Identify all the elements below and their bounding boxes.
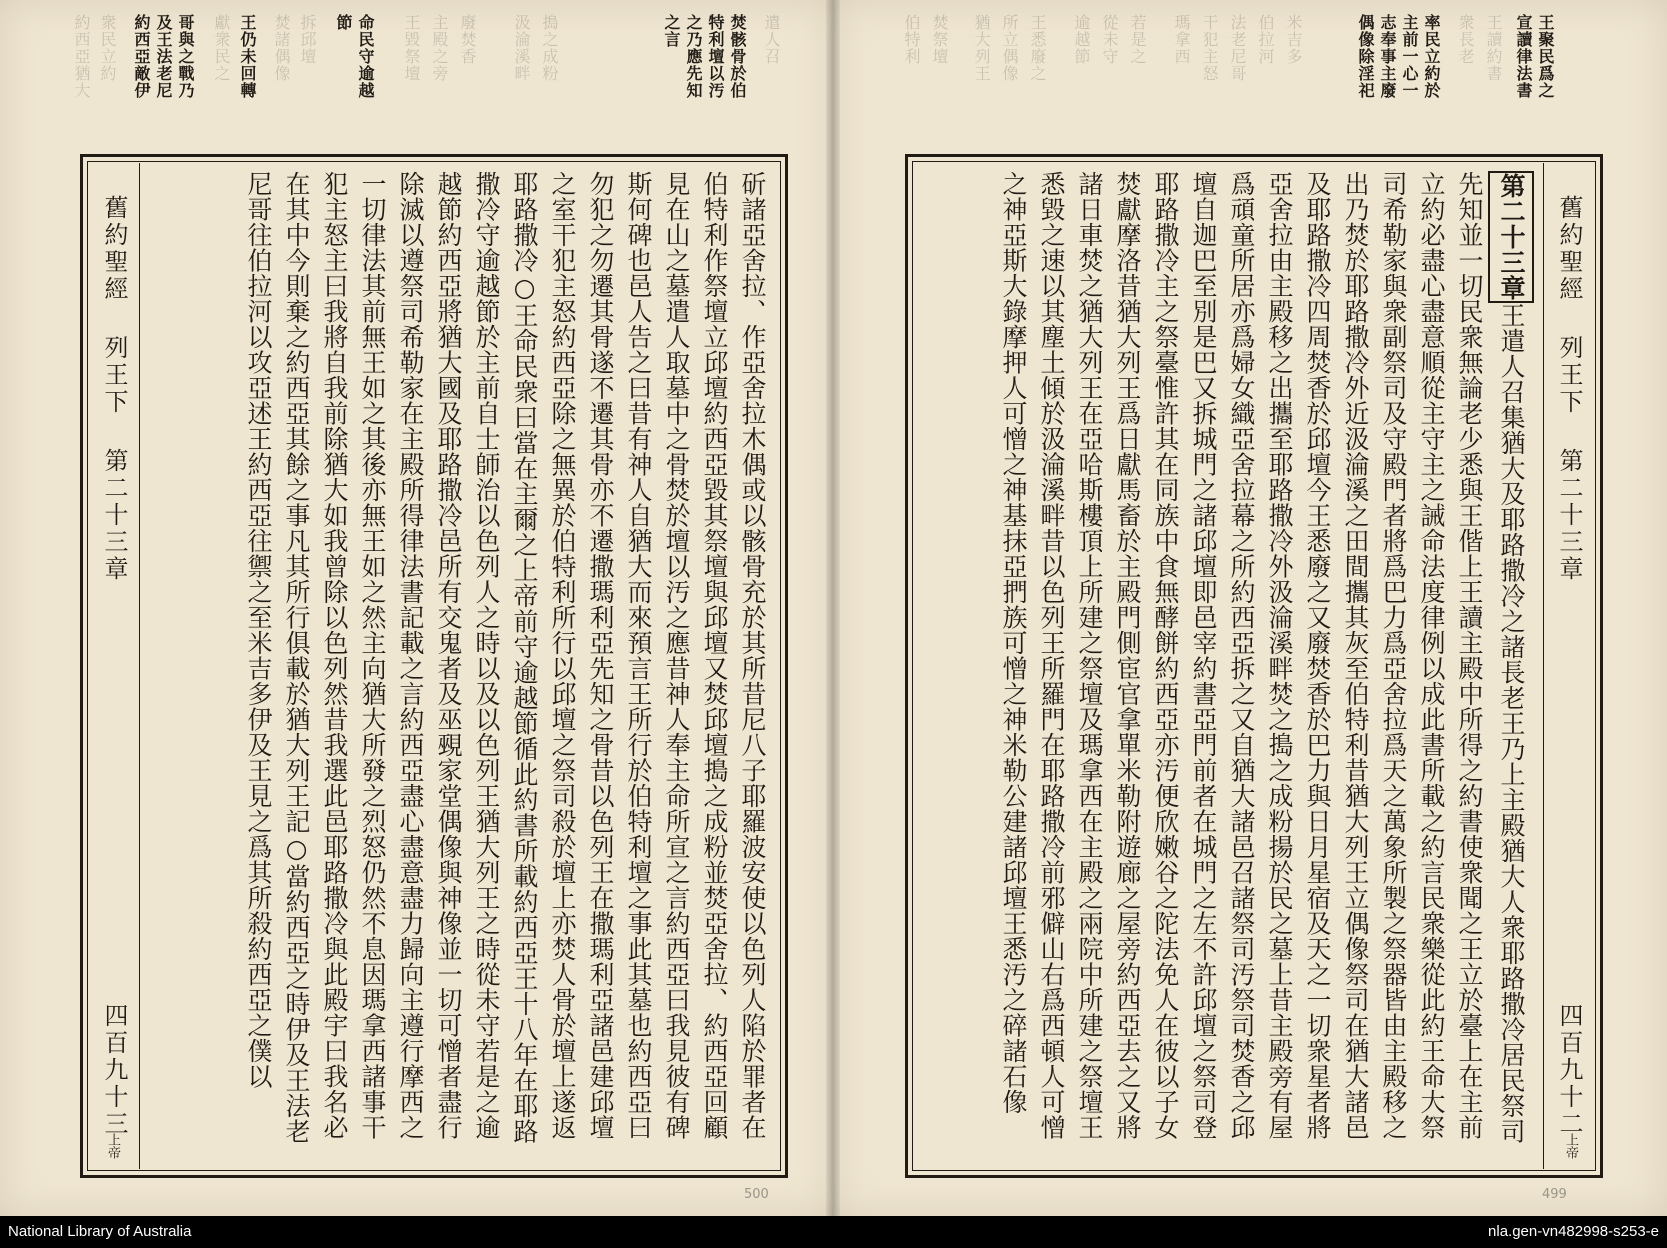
- pencil-page-number: 499: [1542, 1187, 1567, 1202]
- header-note: 偶像除淫祀: [1356, 14, 1375, 99]
- header-note: 約西亞敵伊: [132, 14, 151, 99]
- bleed-through-text: 王毀祭壇: [402, 14, 421, 82]
- bleed-through-text: 伯拉河: [1256, 14, 1275, 65]
- header-note: 王聚民爲之: [1536, 14, 1555, 99]
- bleed-through-text: 約西亞猶大: [72, 14, 91, 99]
- bleed-through-text: 從未守: [1100, 14, 1119, 65]
- running-book: 列王下: [100, 334, 128, 416]
- header-note: 特利壇以汚: [706, 14, 725, 99]
- body-paragraph: [994, 171, 1534, 1161]
- bleed-through-text: 干犯主怒: [1200, 14, 1219, 82]
- right-running-head: [1544, 157, 1594, 1175]
- bleed-through-text: 搗之成粉: [540, 14, 559, 82]
- pencil-page-number: 500: [744, 1187, 769, 1202]
- bleed-through-text: 廢焚香: [458, 14, 477, 65]
- bleed-through-text: 焚諸偶像: [272, 14, 291, 82]
- right-header-notes: [900, 14, 1560, 140]
- bleed-through-text: 拆邱壇: [298, 14, 317, 65]
- header-note: 主前一心一: [1400, 14, 1419, 99]
- header-note: 率民立約於: [1422, 14, 1441, 99]
- page-number: 四百九十二: [1555, 1002, 1583, 1138]
- bleed-through-text: 若是之: [1128, 14, 1147, 65]
- running-head-rule: [139, 163, 140, 1169]
- bleed-through-text: 遣人召: [762, 14, 781, 65]
- bleed-through-text: 法老尼哥: [1228, 14, 1247, 82]
- bleed-through-text: 獻衆民之: [212, 14, 231, 82]
- running-head-rule: [1543, 163, 1544, 1169]
- bleed-through-text: 衆長老: [1456, 14, 1475, 65]
- header-note: 命民守逾越: [356, 14, 375, 99]
- bleed-through-text: 米吉多: [1284, 14, 1303, 65]
- bleed-through-text: 焚祭壇: [930, 14, 949, 65]
- paragraph-text: 王遣人召集猶大及耶路撒冷之諸長老王乃上主殿猶大人衆耶路撒冷居民祭司先知並一切民衆無論老少悉與王偕上王讀主殿中所得之約書使衆聞之王立於臺上在主前立約必盡心盡意順從主守主之誡命法度律例以成此書所載之約言民衆樂從此約王命大祭司希勒家與衆副祭司及守殿門者將爲巴力爲亞舍拉爲天之萬象所製之祭器皆由主殿移之出乃焚於耶路撒冷外近汲淪溪之田間攜其灰至伯特利昔猶大列王立偶像祭司在猶大諸邑及耶路撒冷四周焚香於邱壇今王悉廢之又廢焚香於巴力與日月星宿及天之一切衆星者將亞舍拉由主殿移之出攜至耶路撒冷外汲淪溪畔焚之搗之成粉揚於民之墓上昔主殿旁有屋爲頑童所居亦爲婦女織亞舍拉幕之所約西亞拆之又自猶大諸邑召諸祭司汚祭司焚香之邱壇自迦巴至別是巴又拆城門之諸邱壇即邑宰約書亞門前者在城門之左不許邱壇之祭司登耶路撒冷主之祭臺惟許其在同族中食無酵餅約西亞亦汚便欣嫩谷之陀法免人在彼以子女焚獻摩洛昔猶大列王爲日獻馬畜於主殿門側宦官拿單米勒附遊廊之屋旁約西亞去之又將諸日車焚之猶大列王在亞哈斯樓頂上所建之祭壇及瑪拿西在主殿之兩院中所建之祭壇王悉毀之速以其塵土傾於汲淪溪畔昔以色列王所羅門在耶路撒冷前邪僻山右爲西頓人可憎之神亞斯大錄摩押人可憎之神基抹亞捫族可憎之神米勒公建諸邱壇王悉汚之碎諸石像: [999, 171, 1526, 1144]
- header-note: 之乃應先知: [684, 14, 703, 99]
- library-footer: [0, 1216, 1667, 1248]
- running-chapter: 第二十三章: [100, 447, 128, 583]
- left-text-frame: [80, 154, 788, 1178]
- bleed-through-text: 汲淪溪畔: [512, 14, 531, 82]
- bleed-through-text: 伯特利: [902, 14, 921, 65]
- header-note: 哥與之戰乃: [176, 14, 195, 99]
- book-gutter: [826, 0, 840, 1216]
- running-title: 舊約聖經: [100, 194, 128, 303]
- running-chapter: 第二十三章: [1555, 447, 1583, 583]
- bleed-through-text: 所立偶像: [1000, 14, 1019, 82]
- item-identifier: nla.gen-vn482998-s253-e: [1488, 1223, 1659, 1240]
- bleed-through-text: 主殿之旁: [430, 14, 449, 82]
- right-text-frame: [905, 154, 1603, 1178]
- bleed-through-text: 王悉廢之: [1028, 14, 1047, 82]
- bleed-through-text: 衆民立約: [98, 14, 117, 82]
- left-header-notes: [70, 14, 790, 140]
- corner-mark: 上帝: [105, 1133, 120, 1159]
- left-body-text: [151, 171, 771, 1161]
- right-body-text: [920, 171, 1534, 1161]
- header-note: 之言: [662, 14, 681, 48]
- bleed-through-text: 王讀約書: [1484, 14, 1503, 82]
- left-running-head: [89, 157, 139, 1175]
- library-name: National Library of Australia: [8, 1223, 192, 1240]
- header-note: 志奉事主廢: [1378, 14, 1397, 99]
- bleed-through-text: 逾越節: [1072, 14, 1091, 65]
- header-note: 節: [334, 14, 353, 31]
- bleed-through-text: 猶大列王: [972, 14, 991, 82]
- bleed-through-text: 瑪拿西: [1172, 14, 1191, 65]
- header-note: 王仍未回轉: [238, 14, 257, 99]
- corner-mark: 上帝: [1563, 1133, 1578, 1159]
- page-number: 四百九十三: [100, 1002, 128, 1138]
- header-note: 焚骸骨於伯: [728, 14, 747, 99]
- header-note: 宣讀律法書: [1514, 14, 1533, 99]
- body-paragraph: 斫諸亞舍拉、作亞舍拉木偶或以骸骨充於其所昔尼八子耶羅波安使以色列人陷於罪者在伯特利作祭壇立邱壇約西亞毀其祭壇與邱壇又焚邱壇搗之成粉並焚亞舍拉、約西亞回顧見在山之墓遣人取墓中之骨焚於壇以汚之應昔神人奉主命所宣之言約西亞曰我見彼有碑斯何碑也邑人告之曰昔有神人自猶大而來預言王所行於伯特利壇之事此其墓也約西亞曰勿犯之勿遷其骨遂不遷其骨亦不遷撒瑪利亞先知之骨昔以色列王在撒瑪利亞諸邑建邱壇之室干犯主怒約西亞除之無異於伯特利所行以邱壇之祭司殺於壇上亦焚人骨於壇上遂返耶路撒冷○王命民衆曰當在主爾之上帝前守逾越節循此約書所載約西亞王十八年在耶路撒冷守逾越節於主前自士師治以色列人之時以及以色列王猶大列王之時從未守若是之逾越節約西亞將猶大國及耶路撒冷邑所有交鬼者及巫覡家堂偶像與神像並一切可憎者盡行除滅以遵祭司希勒家在主殿所得律法書記載之言約西亞盡心盡意盡力歸向主遵行摩西之一切律法其前無王如之其後亦無王如之然主向猶大所發之烈怒仍然不息因瑪拿西諸事干犯主怒主曰我將自我前除猶大如我曾除以色列然昔我選此邑耶路撒冷與此殿宇曰我名必在其中今則棄之約西亞其餘之事凡其所行俱載於猶大列王記○當約西亞之時伊及王法老尼哥往伯拉河以攻亞述王約西亞往禦之至米吉多伊及王見之爲其所殺約西亞之僕以: [244, 171, 767, 1144]
- running-title: 舊約聖經: [1555, 194, 1583, 303]
- running-book: 列王下: [1555, 334, 1583, 416]
- chapter-label: 第二十三章: [1488, 171, 1534, 303]
- header-note: 及王法老尼: [154, 14, 173, 99]
